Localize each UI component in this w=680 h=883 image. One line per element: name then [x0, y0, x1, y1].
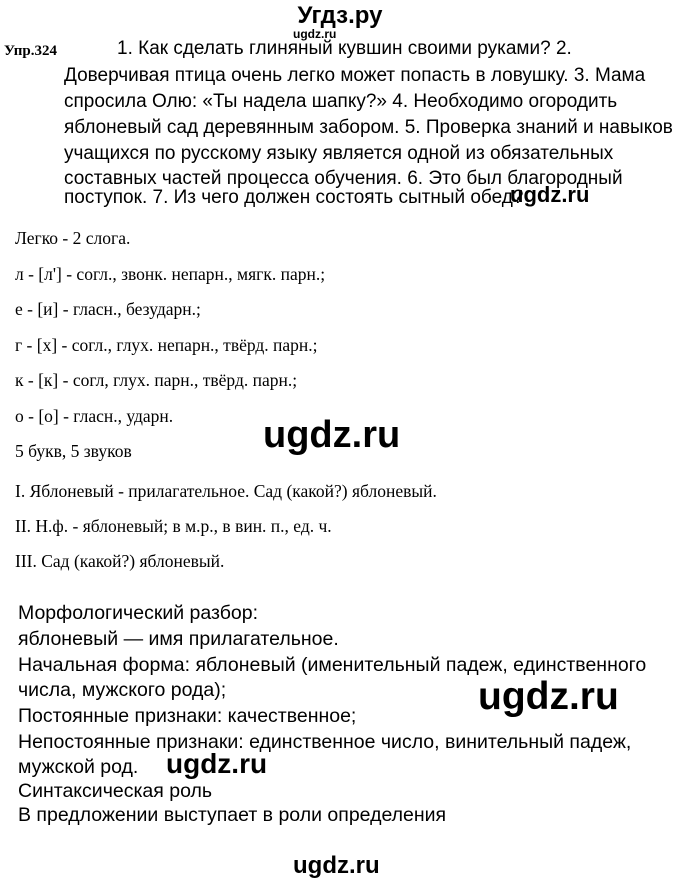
phonetic-row: л - [л'] - согл., звонк. непарн., мягк. парн.; [15, 264, 326, 284]
analysis-row: III. Сад (какой?) яблоневый. [15, 551, 225, 571]
phonetic-row: к - [к] - согл, глух. парн., твёрд. парн.; [15, 370, 298, 390]
phonetic-title: Легко - 2 слога. [15, 228, 131, 248]
exercise-line-4: яблоневый сад деревянным забором. 5. Проверка знаний и навыков [64, 117, 673, 138]
exercise-watermark: ugdz.ru [510, 182, 590, 207]
exercise-label: Упр.324 [4, 43, 58, 59]
phonetic-row: е - [и] - гласн., безударн.; [15, 299, 201, 319]
phonetic-summary: 5 букв, 5 звуков [15, 441, 132, 461]
watermark-right: ugdz.ru [478, 675, 619, 718]
morph-line: яблоневый — имя прилагательное. [18, 628, 339, 650]
exercise-line-5: учащихся по русскому языку является одной из обязательных [64, 143, 614, 164]
site-title: Угдз.ру [297, 2, 383, 29]
exercise-line-3: спросила Олю: «Ты надела шапку?» 4. Необходимо огородить [64, 91, 618, 112]
morph-line: Непостоянные признаки: единственное число, винительный падеж, [18, 731, 632, 753]
small-watermark: ugdz.ru [293, 27, 337, 41]
morph-line: мужской род. [18, 756, 139, 778]
morph-line: Постоянные признаки: качественное; [18, 705, 357, 727]
phonetic-row: о - [о] - гласн., ударн. [15, 406, 174, 426]
morph-line: Синтаксическая роль [18, 780, 213, 802]
exercise-line-6: составных частей процесса обучения. 6. Это был благородный [64, 168, 623, 189]
exercise-line-1: 1. Как сделать глиняный кувшин своими руками? 2. [117, 38, 572, 59]
exercise-line-7: поступок. 7. Из чего должен состоять сытный обед? [64, 187, 524, 208]
analysis-row: I. Яблоневый - прилагательное. Сад (какой?) яблоневый. [15, 481, 437, 501]
morph-line: Начальная форма: яблоневый (именительный падеж, единственного [18, 654, 647, 676]
exercise-line-2: Доверчивая птица очень легко может попасть в ловушку. 3. Мама [64, 65, 646, 86]
morph-line: В предложении выступает в роли определения [18, 804, 447, 826]
morph-line: числа, мужского рода); [18, 679, 227, 701]
phonetic-row: г - [х] - согл., глух. непарн., твёрд. парн.; [15, 335, 318, 355]
watermark-inline: ugdz.ru [166, 748, 268, 779]
morph-line: Морфологический разбор: [18, 602, 259, 624]
watermark-middle: ugdz.ru [263, 414, 401, 456]
analysis-row: II. Н.ф. - яблоневый; в м.р., в вин. п., ед. ч. [15, 516, 332, 536]
watermark-bottom: ugdz.ru [293, 852, 380, 879]
